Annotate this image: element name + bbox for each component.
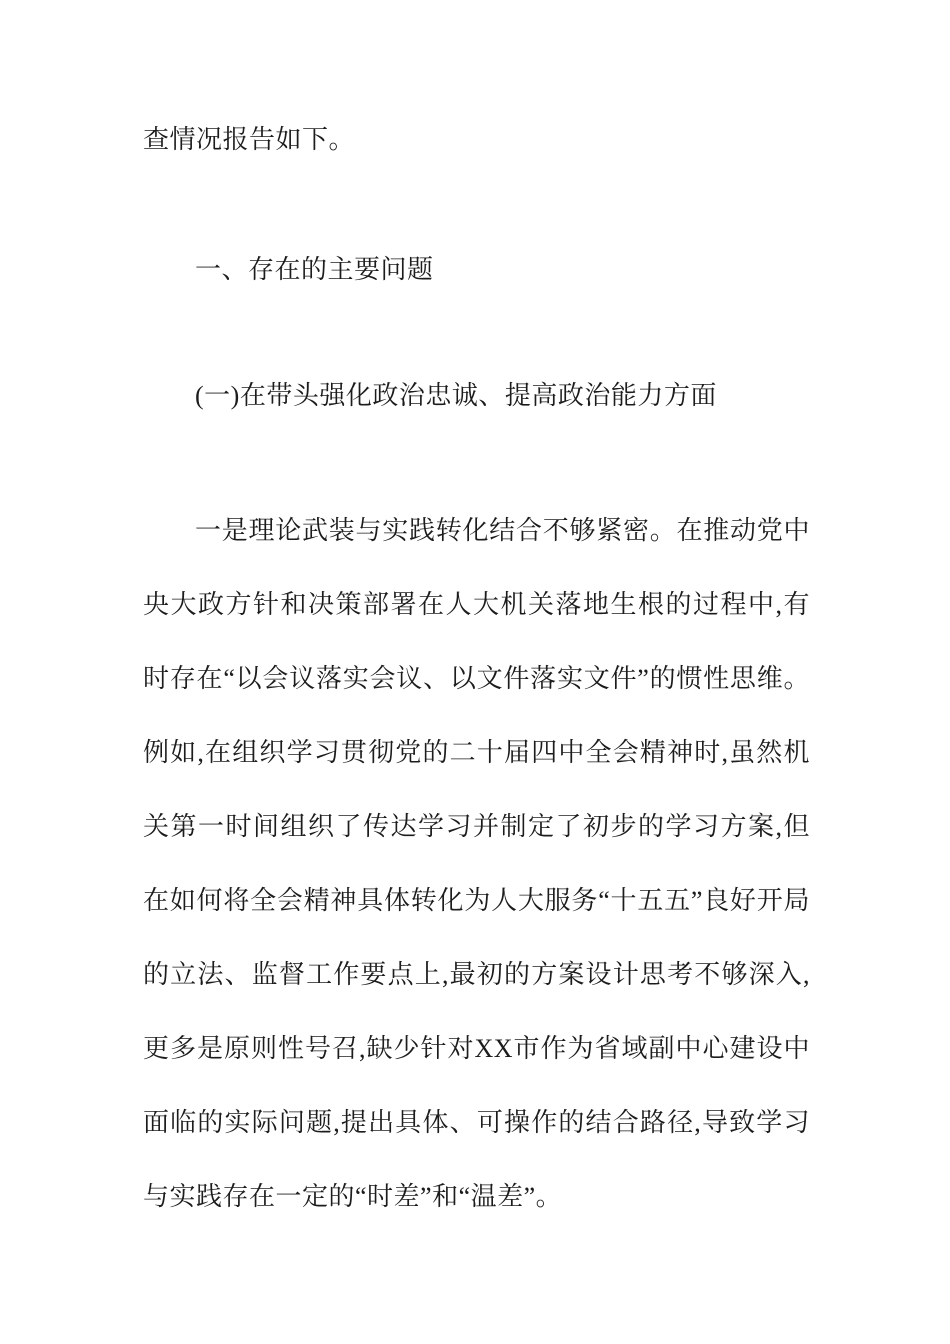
heading-sub-political-loyalty-capability: (一)在带头强化政治忠诚、提高政治能力方面	[195, 381, 717, 410]
heading-main-problems: 一、存在的主要问题	[195, 255, 434, 284]
paragraph-continuation: 查情况报告如下。	[143, 125, 356, 154]
paragraph-theory-practice-gap: 一是理论武装与实践转化结合不够紧密。在推动党中央大政方针和决策部署在人大机关落地生根的过程中,有时存在“以会议落实会议、以文件落实文件”的惯性思维。例如,在组织学习贯彻党的二十届四中全会精神时,虽然机关第一时间组织了传达学习并制定了初步的学习方案,但在如何将全会精神具体转化为人大服务“十五五”良好开局的立法、监督工作要点上,最初的方案设计思考不够深入,更多是原则性号召,缺少针对XX市作为省域副中心建设中面临的实际问题,提出具体、可操作的结合路径,导致学习与实践存在一定的“时差”和“温差”。	[143, 516, 810, 1211]
